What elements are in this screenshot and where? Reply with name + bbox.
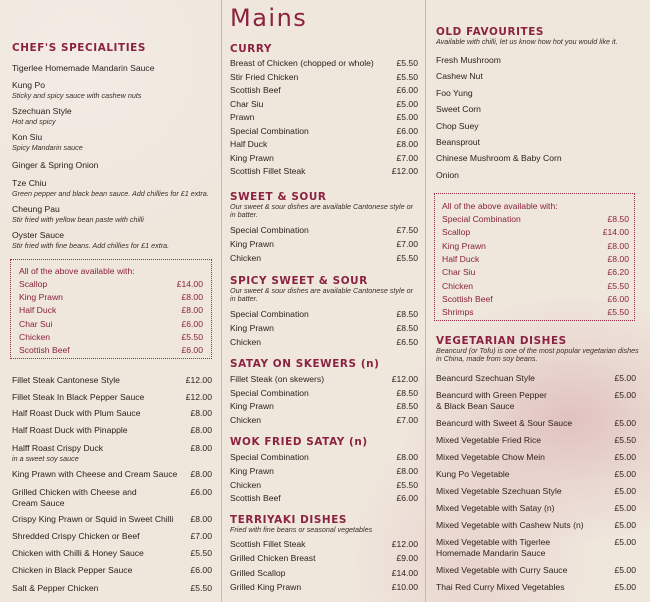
- specialty-desc: Sticky and spicy sauce with cashew nuts: [12, 91, 142, 100]
- section-note: Available with chilli, let us know how hot you would like it.: [436, 37, 618, 46]
- dish-row: [230, 401, 418, 411]
- option-row: [19, 319, 203, 329]
- dish-name: Half Roast Duck with Plum Sauce: [12, 408, 141, 418]
- dish-row: [12, 514, 212, 524]
- dish-row: [436, 565, 636, 575]
- dish-name: Shredded Crispy Chicken or Beef: [12, 531, 140, 541]
- dish-row: [230, 139, 418, 149]
- dish-row: [230, 239, 418, 249]
- dish-row: [230, 323, 418, 333]
- dish-price: £5.50: [607, 307, 629, 318]
- dish-row: [436, 582, 636, 592]
- dish-name: Fillet Steak Cantonese Style: [12, 375, 120, 385]
- dish-price: £6.00: [190, 487, 212, 497]
- dish-name: Chicken: [230, 253, 262, 263]
- dish-price: £5.50: [396, 253, 418, 263]
- dish-name: Special Combination: [230, 309, 309, 319]
- dish-row: [12, 375, 212, 385]
- dish-name: Beancurd with Sweet & Sour Sauce: [436, 418, 573, 428]
- dish-row: [12, 487, 212, 497]
- dish-price: £12.00: [391, 374, 418, 384]
- dish-row: [436, 503, 636, 513]
- dish-price: £6.50: [396, 337, 418, 347]
- dish-name: Special Combination: [230, 387, 309, 398]
- dish-price: £5.00: [396, 112, 418, 122]
- dish-price: £5.00: [614, 537, 636, 547]
- dish-name: Chicken: [230, 479, 262, 490]
- section-heading: TERRIYAKI DISHES: [230, 514, 348, 526]
- dish-price: £7.00: [396, 239, 418, 249]
- dish-price: £12.00: [391, 166, 418, 176]
- dish-name: Grilled King Prawn: [230, 581, 302, 592]
- option-row: [19, 279, 203, 289]
- options-box-heading: All of the above available with:: [442, 201, 558, 211]
- option-row: [19, 305, 203, 315]
- dish-name: Half Duck: [230, 139, 268, 149]
- dish-name: Scottish Fillet Steak: [230, 166, 306, 176]
- dish-row: [230, 166, 418, 176]
- option-row: [442, 267, 629, 277]
- dish-row: [230, 480, 418, 490]
- dish-name-cont: Cream Sauce: [12, 498, 65, 508]
- dish-row: [12, 408, 212, 418]
- dish-name: Scottish Beef: [230, 85, 281, 95]
- dish-row: [230, 153, 418, 163]
- options-box-heading: All of the above available with:: [19, 266, 135, 276]
- dish-name: Chicken: [19, 331, 51, 342]
- dish-row: [12, 469, 212, 479]
- dish-name: Fillet Steak In Black Pepper Sauce: [12, 392, 145, 402]
- left-column: [0, 0, 221, 602]
- dish-name-cont: & Black Bean Sauce: [436, 401, 515, 411]
- specialty-name: Kon Siu: [12, 132, 43, 142]
- dish-price: £5.00: [614, 469, 636, 479]
- specialty-name: Kung Po: [12, 80, 45, 90]
- dish-price: £12.00: [185, 375, 212, 385]
- options-box: [434, 193, 635, 321]
- dish-price: £5.50: [607, 280, 629, 291]
- dish-row: [230, 539, 418, 549]
- dish-price: £6.00: [396, 85, 418, 95]
- specialty-name: Tze Chiu: [12, 178, 47, 188]
- dish-price: £5.00: [396, 98, 418, 109]
- dish-name: Scallop: [19, 279, 48, 289]
- dish-row: [230, 126, 418, 136]
- dish-name: King Prawn: [442, 240, 486, 251]
- dish-price: £6.20: [607, 267, 629, 278]
- dish-name: Grilled Chicken Breast: [230, 553, 316, 564]
- dish-price: £5.00: [614, 452, 636, 462]
- dish-row: [230, 112, 418, 122]
- dish-price: £5.00: [614, 565, 636, 575]
- dish-row: [230, 452, 418, 462]
- dish-row: [12, 392, 212, 402]
- dish-name: Scallop: [442, 227, 471, 238]
- dish-row: [230, 493, 418, 503]
- specialty-desc: Hot and spicy: [12, 117, 56, 126]
- specialty-desc: Stir fried with fine beans. Add chillies for £1 extra.: [12, 241, 170, 250]
- dish-price: £8.00: [181, 292, 203, 303]
- dish-price: £5.00: [614, 503, 636, 513]
- dish-name: Char Siu: [230, 98, 264, 109]
- dish-row: [230, 225, 418, 235]
- dish-row: [230, 466, 418, 476]
- dish-name: Chicken: [230, 337, 262, 347]
- right-column: [426, 0, 650, 602]
- dish-price: £5.50: [396, 479, 418, 490]
- dish-row: [436, 452, 636, 462]
- dish-name: King Prawn: [19, 292, 63, 303]
- dish-name: Mixed Vegetable with Curry Sauce: [436, 565, 568, 575]
- dish-row: [12, 548, 212, 558]
- dish-price: £8.00: [181, 305, 203, 316]
- dish-price: £5.50: [181, 331, 203, 342]
- favourite-name: Sweet Corn: [436, 104, 481, 115]
- dish-row: [230, 72, 418, 82]
- dish-name: Stir Fried Chicken: [230, 71, 299, 82]
- option-row: [19, 332, 203, 342]
- dish-row: [436, 373, 636, 383]
- dish-name: Halff Roast Crispy Duck: [12, 443, 104, 453]
- dish-name: King Prawn with Cheese and Cream Sauce: [12, 469, 178, 479]
- menu-title: Mains: [230, 4, 308, 32]
- dish-price: £10.00: [391, 581, 418, 592]
- dish-name: Crispy King Prawn or Squid in Sweet Chilli: [12, 514, 174, 524]
- section-heading: CURRY: [230, 43, 273, 55]
- dish-price: £12.00: [391, 539, 418, 549]
- dish-name: Kung Po Vegetable: [436, 469, 510, 479]
- dish-name: Special Combination: [230, 125, 309, 136]
- dish-name: Beancurd with Green Pepper: [436, 390, 547, 400]
- dish-row: [12, 531, 212, 541]
- favourite-name: Chinese Mushroom & Baby Corn: [436, 153, 562, 164]
- dish-price: £5.50: [396, 58, 418, 68]
- dish-row: [230, 337, 418, 347]
- dish-name: Mixed Vegetable with Satay (n): [436, 503, 555, 513]
- specialty-desc: Green pepper and black bean sauce. Add chillies for £1 extra.: [12, 189, 209, 198]
- specialty-name: Cheung Pau: [12, 204, 60, 214]
- dish-price: £8.00: [190, 514, 212, 524]
- favourite-name: Cashew Nut: [436, 71, 483, 82]
- dish-name: Fillet Steak (on skewers): [230, 374, 325, 384]
- dish-price: £8.00: [396, 465, 418, 476]
- dish-price: £6.00: [190, 565, 212, 575]
- dish-name: Special Combination: [230, 452, 309, 462]
- dish-row: [12, 583, 212, 593]
- dish-price: £8.00: [190, 425, 212, 435]
- dish-name: Half Roast Duck with Pinapple: [12, 425, 128, 435]
- dish-price: £8.50: [607, 214, 629, 224]
- section-note: Our sweet & sour dishes are available Cantonese style or in batter.: [230, 202, 413, 220]
- dish-price: £8.00: [396, 452, 418, 462]
- specialty-name: Ginger & Spring Onion: [12, 160, 99, 170]
- dish-price: £5.50: [190, 548, 212, 558]
- dish-price: £6.00: [181, 345, 203, 355]
- section-heading: VEGETARIAN DISHES: [436, 335, 567, 347]
- option-row: [442, 307, 629, 317]
- option-row: [442, 241, 629, 251]
- dish-name: King Prawn: [230, 239, 274, 249]
- dish-price: £8.50: [396, 401, 418, 411]
- dish-name: Scottish Fillet Steak: [230, 539, 306, 549]
- dish-price: £8.50: [396, 323, 418, 333]
- middle-column: [222, 0, 425, 602]
- section-heading: SWEET & SOUR: [230, 191, 327, 203]
- dish-row: [230, 253, 418, 263]
- dish-price: £5.00: [614, 486, 636, 496]
- dish-price: £14.00: [391, 567, 418, 578]
- dish-price: £14.00: [602, 227, 629, 238]
- dish-price: £8.00: [607, 240, 629, 251]
- section-note: Fried with fine beans or seasonal vegetables: [230, 525, 373, 534]
- dish-name: Chicken: [442, 280, 474, 291]
- dish-price: £8.50: [396, 387, 418, 398]
- dish-price: £8.00: [190, 443, 212, 453]
- section-heading: SATAY ON SKEWERS (n): [230, 358, 380, 370]
- option-row: [19, 292, 203, 302]
- dish-name: Grilled Chicken with Cheese and: [12, 487, 137, 497]
- dish-price: £5.00: [614, 520, 636, 530]
- specialty-name: Tigerlee Homemade Mandarin Sauce: [12, 63, 155, 73]
- dish-desc: in a sweet soy sauce: [12, 454, 79, 463]
- favourite-name: Fresh Mushroom: [436, 55, 501, 65]
- dish-row: [230, 388, 418, 398]
- dish-price: £8.00: [396, 139, 418, 149]
- dish-row: [230, 99, 418, 109]
- section-heading: SPICY SWEET & SOUR: [230, 275, 368, 287]
- dish-price: £8.00: [607, 253, 629, 264]
- dish-name: Breast of Chicken (chopped or whole): [230, 58, 374, 68]
- dish-name: Scottish Beef: [19, 345, 70, 355]
- dish-price: £7.00: [396, 152, 418, 163]
- dish-price: £12.00: [185, 392, 212, 402]
- dish-price: £6.00: [396, 493, 418, 504]
- favourite-name: Beansprout: [436, 137, 480, 147]
- section-heading: OLD FAVOURITES: [436, 26, 545, 38]
- dish-name: Special Combination: [230, 225, 309, 235]
- dish-name: Mixed Vegetable with Tigerlee: [436, 537, 551, 547]
- dish-row: [230, 553, 418, 563]
- option-row: [442, 214, 629, 224]
- specialty-name: Szechuan Style: [12, 106, 72, 116]
- dish-price: £6.00: [396, 125, 418, 136]
- dish-name: King Prawn: [230, 323, 274, 333]
- dish-name: Chicken with Chilli & Honey Sauce: [12, 548, 144, 558]
- section-heading: CHEF'S SPECIALITIES: [12, 42, 146, 54]
- dish-name: Scottish Beef: [442, 293, 493, 304]
- dish-name: Thai Red Curry Mixed Vegetables: [436, 582, 565, 592]
- dish-name: King Prawn: [230, 152, 274, 163]
- option-row: [442, 254, 629, 264]
- dish-price: £8.00: [190, 408, 212, 418]
- dish-name: Mixed Vegetable Chow Mein: [436, 452, 545, 462]
- dish-name: Salt & Pepper Chicken: [12, 583, 99, 593]
- option-row: [442, 294, 629, 304]
- dish-row: [230, 582, 418, 592]
- dish-name: King Prawn: [230, 401, 274, 411]
- dish-name-cont: Homemade Mandarin Sauce: [436, 548, 546, 558]
- dish-price: £5.50: [396, 71, 418, 82]
- specialty-name: Oyster Sauce: [12, 230, 65, 240]
- dish-price: £6.00: [181, 318, 203, 329]
- dish-row: [230, 309, 418, 319]
- dish-price: £5.50: [190, 583, 212, 593]
- dish-row: [12, 425, 212, 435]
- dish-name: Mixed Vegetable Fried Rice: [436, 435, 542, 445]
- favourite-name: Onion: [436, 169, 459, 180]
- dish-name: King Prawn: [230, 465, 274, 476]
- dish-name: Shrimps: [442, 307, 474, 318]
- section-note: Beancurd (or Tofu) is one of the most popular vegetarian dishes in China, made from soy beans.: [436, 346, 639, 364]
- dish-price: £14.00: [176, 279, 203, 289]
- favourite-name: Foo Yung: [436, 87, 473, 98]
- dish-price: £5.00: [614, 373, 636, 383]
- dish-name: Mixed Vegetable with Cashew Nuts (n): [436, 520, 584, 530]
- option-row: [19, 345, 203, 355]
- dish-price: £8.50: [396, 309, 418, 319]
- dish-name: Prawn: [230, 112, 255, 122]
- dish-row: [12, 565, 212, 575]
- dish-name: Char Sui: [19, 318, 53, 329]
- dish-price: £5.00: [614, 582, 636, 592]
- dish-name: Grilled Scallop: [230, 567, 286, 578]
- dish-name: Char Siu: [442, 267, 476, 278]
- dish-row: [436, 520, 636, 530]
- dish-price: £6.00: [607, 293, 629, 304]
- section-note: Our sweet & sour dishes are available Cantonese style or in batter.: [230, 286, 413, 304]
- dish-row: [230, 374, 418, 384]
- dish-row: [230, 58, 418, 68]
- dish-price: £5.50: [614, 435, 636, 445]
- favourite-name: Chop Suey: [436, 120, 479, 131]
- dish-price: £7.00: [396, 414, 418, 425]
- dish-row: [436, 469, 636, 479]
- dish-name: Half Duck: [442, 253, 480, 264]
- dish-price: £9.00: [396, 553, 418, 564]
- dish-price: £7.00: [190, 531, 212, 541]
- dish-row: [436, 486, 636, 496]
- dish-price: £5.00: [614, 390, 636, 400]
- dish-name: Chicken in Black Pepper Sauce: [12, 565, 133, 575]
- specialty-desc: Spicy Mandarin sauce: [12, 143, 83, 152]
- dish-price: £7.50: [396, 225, 418, 235]
- dish-name: Chicken: [230, 414, 262, 425]
- option-row: [442, 227, 629, 237]
- dish-price: £8.00: [190, 469, 212, 479]
- dish-name: Special Combination: [442, 214, 521, 224]
- option-row: [442, 281, 629, 291]
- options-box: [10, 259, 212, 359]
- dish-price: £5.00: [614, 418, 636, 428]
- section-heading: WOK FRIED SATAY (n): [230, 436, 368, 448]
- dish-row: [436, 418, 636, 428]
- dish-row: [436, 390, 636, 400]
- dish-name: Scottish Beef: [230, 493, 281, 504]
- specialty-desc: Stir fried with yellow bean paste with chilli: [12, 215, 144, 224]
- dish-row: [230, 568, 418, 578]
- dish-name: Half Duck: [19, 305, 57, 316]
- dish-row: [436, 537, 636, 547]
- dish-row: [12, 443, 212, 453]
- dish-row: [436, 435, 636, 445]
- dish-name: Mixed Vegetable Szechuan Style: [436, 486, 562, 496]
- dish-row: [230, 415, 418, 425]
- dish-row: [230, 85, 418, 95]
- dish-name: Beancurd Szechuan Style: [436, 373, 535, 383]
